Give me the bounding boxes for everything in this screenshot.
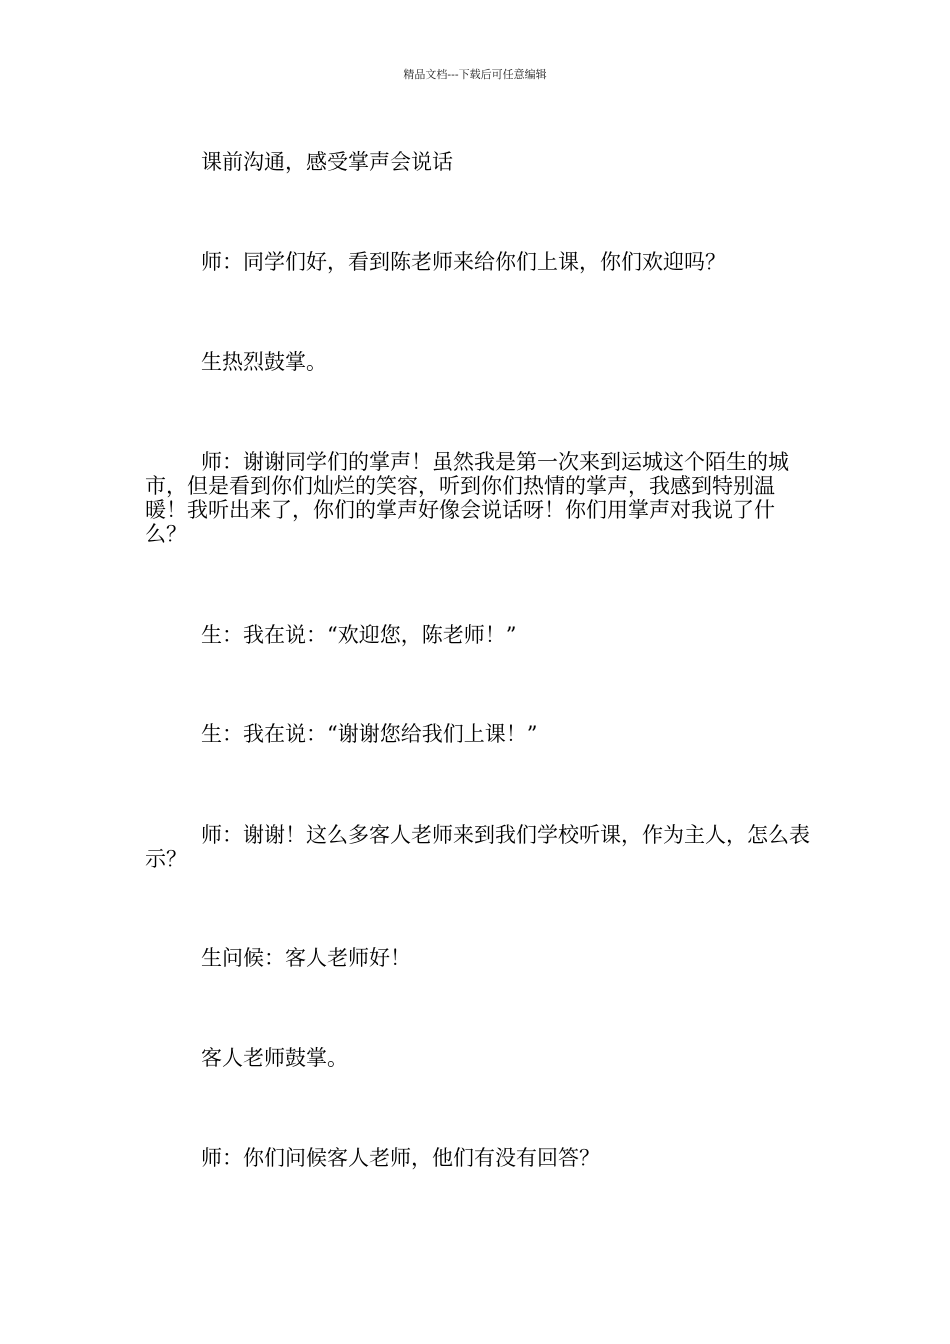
page-header: 精品文档---下载后可任意编辑	[403, 68, 547, 81]
paragraph: 师：谢谢！这么多客人老师来到我们学校听课，作为主人，怎么表示？	[145, 823, 810, 871]
paragraph: 师：你们问候客人老师，他们有没有回答？	[201, 1146, 600, 1170]
paragraph: 生：我在说：“欢迎您，陈老师！”	[201, 623, 517, 647]
paragraph: 课前沟通，感受掌声会说话	[201, 150, 453, 174]
paragraph: 客人老师鼓掌。	[201, 1046, 348, 1070]
paragraph: 生问候：客人老师好！	[201, 946, 411, 970]
paragraph: 生热烈鼓掌。	[201, 350, 327, 374]
paragraph: 生：我在说：“谢谢您给我们上课！”	[201, 722, 538, 746]
paragraph: 师：谢谢同学们的掌声！虽然我是第一次来到运城这个陌生的城市，但是看到你们灿烂的笑容，听到你们热情的掌声，我感到特别温暖！我听出来了，你们的掌声好像会说话呀！你们用掌声对我说了什么？	[145, 450, 789, 546]
paragraph: 师：同学们好，看到陈老师来给你们上课，你们欢迎吗？	[201, 250, 726, 274]
